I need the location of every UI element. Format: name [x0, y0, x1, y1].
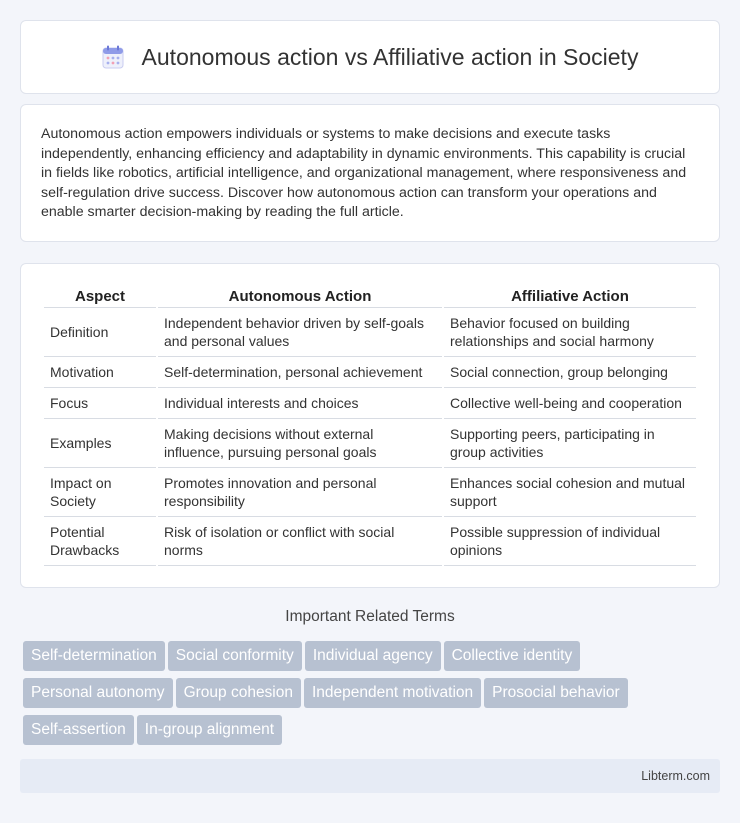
page-title: Autonomous action vs Affiliative action in Society [141, 43, 639, 70]
column-header: Aspect [44, 284, 156, 308]
table-cell: Enhances social cohesion and mutual support [444, 468, 696, 517]
related-term-tag[interactable]: Self-assertion [23, 715, 134, 745]
table-cell: Motivation [44, 357, 156, 388]
table-row [44, 357, 696, 388]
related-term-tag[interactable]: Independent motivation [304, 678, 481, 708]
table-cell: Possible suppression of individual opinions [444, 517, 696, 566]
header-card [20, 20, 720, 94]
table-cell: Focus [44, 388, 156, 419]
table-cell: Collective well-being and cooperation [444, 388, 696, 419]
table-row [44, 468, 696, 517]
related-term-tag[interactable]: Individual agency [305, 641, 441, 671]
table-row [44, 517, 696, 566]
intro-text: Autonomous action empowers individuals or systems to make decisions and execute tasks independently, enhancing efficiency and adaptability in dynamic environments. This capability is crucial in fields like robotics, artificial intelligence, and organizational management, where responsiveness and self-regulation drive success. Discover how autonomous action can transform your operations and enable smarter decision-making by reading the full article. [41, 126, 687, 220]
related-term-tag[interactable]: In-group alignment [137, 715, 282, 745]
footer-site-link[interactable]: Libterm.com [641, 769, 710, 783]
related-term-tag[interactable]: Self-determination [23, 641, 165, 671]
comparison-table [42, 284, 698, 566]
table-cell: Impact on Society [44, 468, 156, 517]
document-icon [102, 45, 124, 69]
table-cell: Independent behavior driven by self-goals and personal values [158, 308, 442, 357]
table-row [44, 308, 696, 357]
table-cell: Potential Drawbacks [44, 517, 156, 566]
table-cell: Social connection, group belonging [444, 357, 696, 388]
related-term-tag[interactable]: Social conformity [168, 641, 302, 671]
table-cell: Self-determination, personal achievement [158, 357, 442, 388]
table-cell: Behavior focused on building relationships and social harmony [444, 308, 696, 357]
footer [20, 759, 720, 793]
related-term-tag[interactable]: Personal autonomy [23, 678, 173, 708]
table-cell: Supporting peers, participating in group activities [444, 419, 696, 468]
related-terms-title: Important Related Terms [285, 608, 455, 625]
related-terms-list [23, 641, 723, 752]
table-cell: Making decisions without external influence, pursuing personal goals [158, 419, 442, 468]
related-term-tag[interactable]: Prosocial behavior [484, 678, 628, 708]
column-header: Autonomous Action [158, 284, 442, 308]
related-term-tag[interactable]: Group cohesion [176, 678, 301, 708]
comparison-table-card [20, 263, 720, 588]
table-cell: Promotes innovation and personal responsibility [158, 468, 442, 517]
column-header: Affiliative Action [444, 284, 696, 308]
table-cell: Definition [44, 308, 156, 357]
related-term-tag[interactable]: Collective identity [444, 641, 581, 671]
intro-card [20, 104, 720, 242]
table-header-row [44, 284, 696, 308]
table-cell: Examples [44, 419, 156, 468]
table-cell: Individual interests and choices [158, 388, 442, 419]
table-row [44, 419, 696, 468]
table-row [44, 388, 696, 419]
table-cell: Risk of isolation or conflict with social norms [158, 517, 442, 566]
